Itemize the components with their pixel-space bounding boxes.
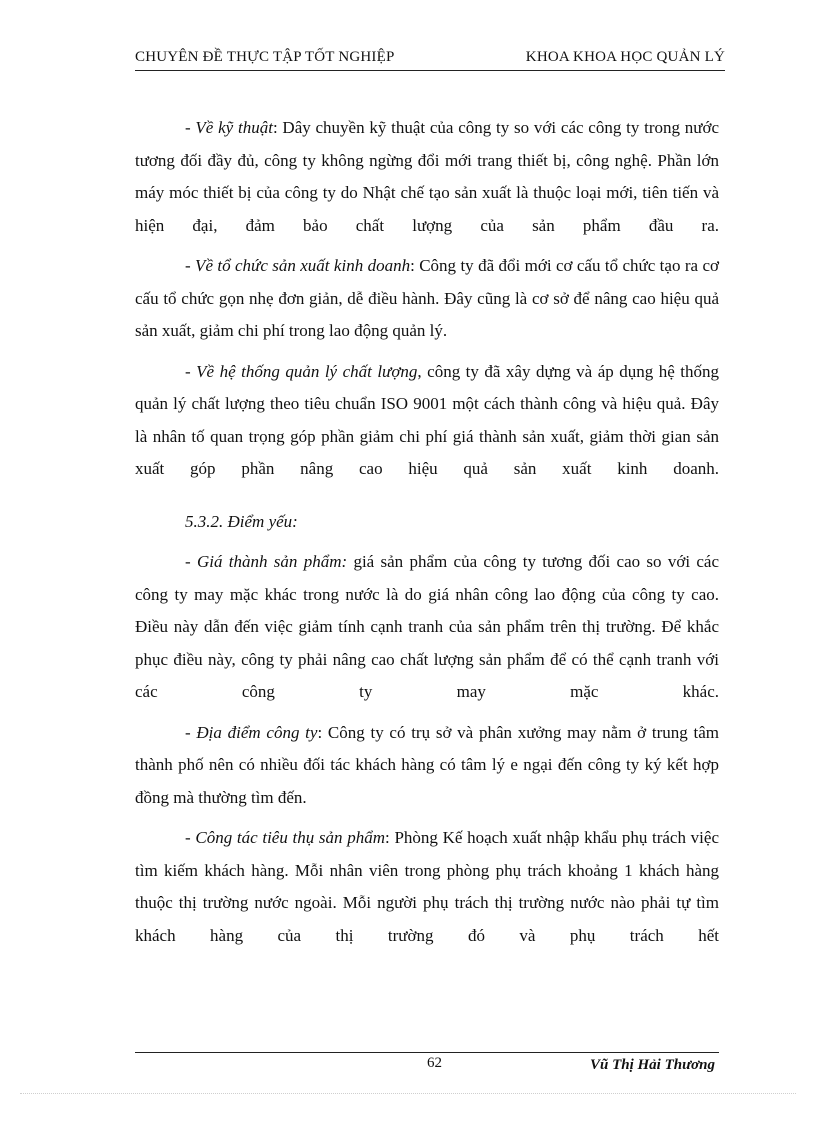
page-footer [135, 1052, 719, 1083]
paragraph-quality-system [135, 356, 719, 486]
paragraph-lead: - Về tổ chức sản xuất kinh doanh [185, 256, 411, 275]
paragraph-lead: - Địa điểm công ty [185, 722, 318, 742]
paragraph-lead: - Công tác tiêu thụ sản phẩm [185, 828, 386, 847]
paragraph-price [135, 546, 719, 709]
paragraph-technology [135, 112, 719, 242]
paragraph-text: : Công ty đã đổi mới cơ cấu tổ chức tạo ra cơ cấu tổ chức gọn nhẹ đơn giản, dễ điều hành. Đây cũng là cơ sở để nâng cao hiệu quả sản xuất, giảm chi phí trong lao động quản lý. [135, 256, 719, 340]
paragraph-organization [135, 250, 719, 348]
section-heading: 5.3.2. Điểm yếu: [185, 511, 298, 531]
page-header [135, 44, 725, 71]
header-right-title: KHOA KHOA HỌC QUẢN LÝ [525, 49, 725, 65]
document-body [135, 112, 719, 960]
paragraph-text: : Công ty có trụ sở và phân xưởng may nằm ở trung tâm thành phố nên có nhiều đối tác khách hàng có tâm lý e ngại đến công ty ký kết hợp đồng mà thường tìm đến. [135, 722, 719, 807]
paragraph-text: giá sản phẩm của công ty tương đối cao so với các công ty may mặc khác trong nước là do giá nhân công lao động của công ty cao. Điều này dẫn đến việc giảm tính cạnh tranh của sản phẩm trên thị trường. Để khắc phục điều này, công ty phải nâng cao chất lượng sản phẩm để có thể cạnh tranh với các công ty may mặc khác. [135, 552, 719, 701]
paragraph-lead: - Về kỹ thuật [185, 118, 273, 137]
author-name: Vũ Thị Hải Thương [590, 1057, 715, 1073]
paragraph-text: : Phòng Kế hoạch xuất nhập khẩu phụ trách việc tìm kiếm khách hàng. Mỗi nhân viên trong phòng phụ trách khoảng 1 khách hàng thuộc thị trường nước ngoài. Mỗi người phụ trách thị trường nước nào phải tự tìm khách hàng của thị trường đó và phụ trách hết [135, 828, 719, 945]
header-left-title: CHUYÊN ĐỀ THỰC TẬP TỐT NGHIỆP [135, 49, 395, 65]
paragraph-location [135, 717, 719, 815]
bottom-dotted-divider [20, 1093, 796, 1094]
page-number: 62 [427, 1055, 442, 1071]
paragraph-text: : Dây chuyền kỹ thuật của công ty so với các công ty trong nước tương đối đầy đủ, công ty không ngừng đổi mới trang thiết bị, công nghệ. Phần lớn máy móc thiết bị của công ty do Nhật chế tạo sản xuất là thuộc loại mới, tiên tiến và hiện đại, đảm bảo chất lượng của sản phẩm đầu ra. [135, 118, 719, 235]
paragraph-text: , công ty đã xây dựng và áp dụng hệ thống quản lý chất lượng theo tiêu chuẩn ISO 9001 một cách thành công và hiệu quả. Đây là nhân tố quan trọng góp phần giảm chi phí giá thành sản xuất, giảm thời gian sản xuất góp phần nâng cao hiệu quả sản xuất kinh doanh. [135, 361, 719, 478]
paragraph-sales [135, 822, 719, 952]
paragraph-lead: - Giá thành sản phẩm: [185, 552, 348, 571]
paragraph-lead: - Về hệ thống quản lý chất lượng [185, 361, 418, 381]
